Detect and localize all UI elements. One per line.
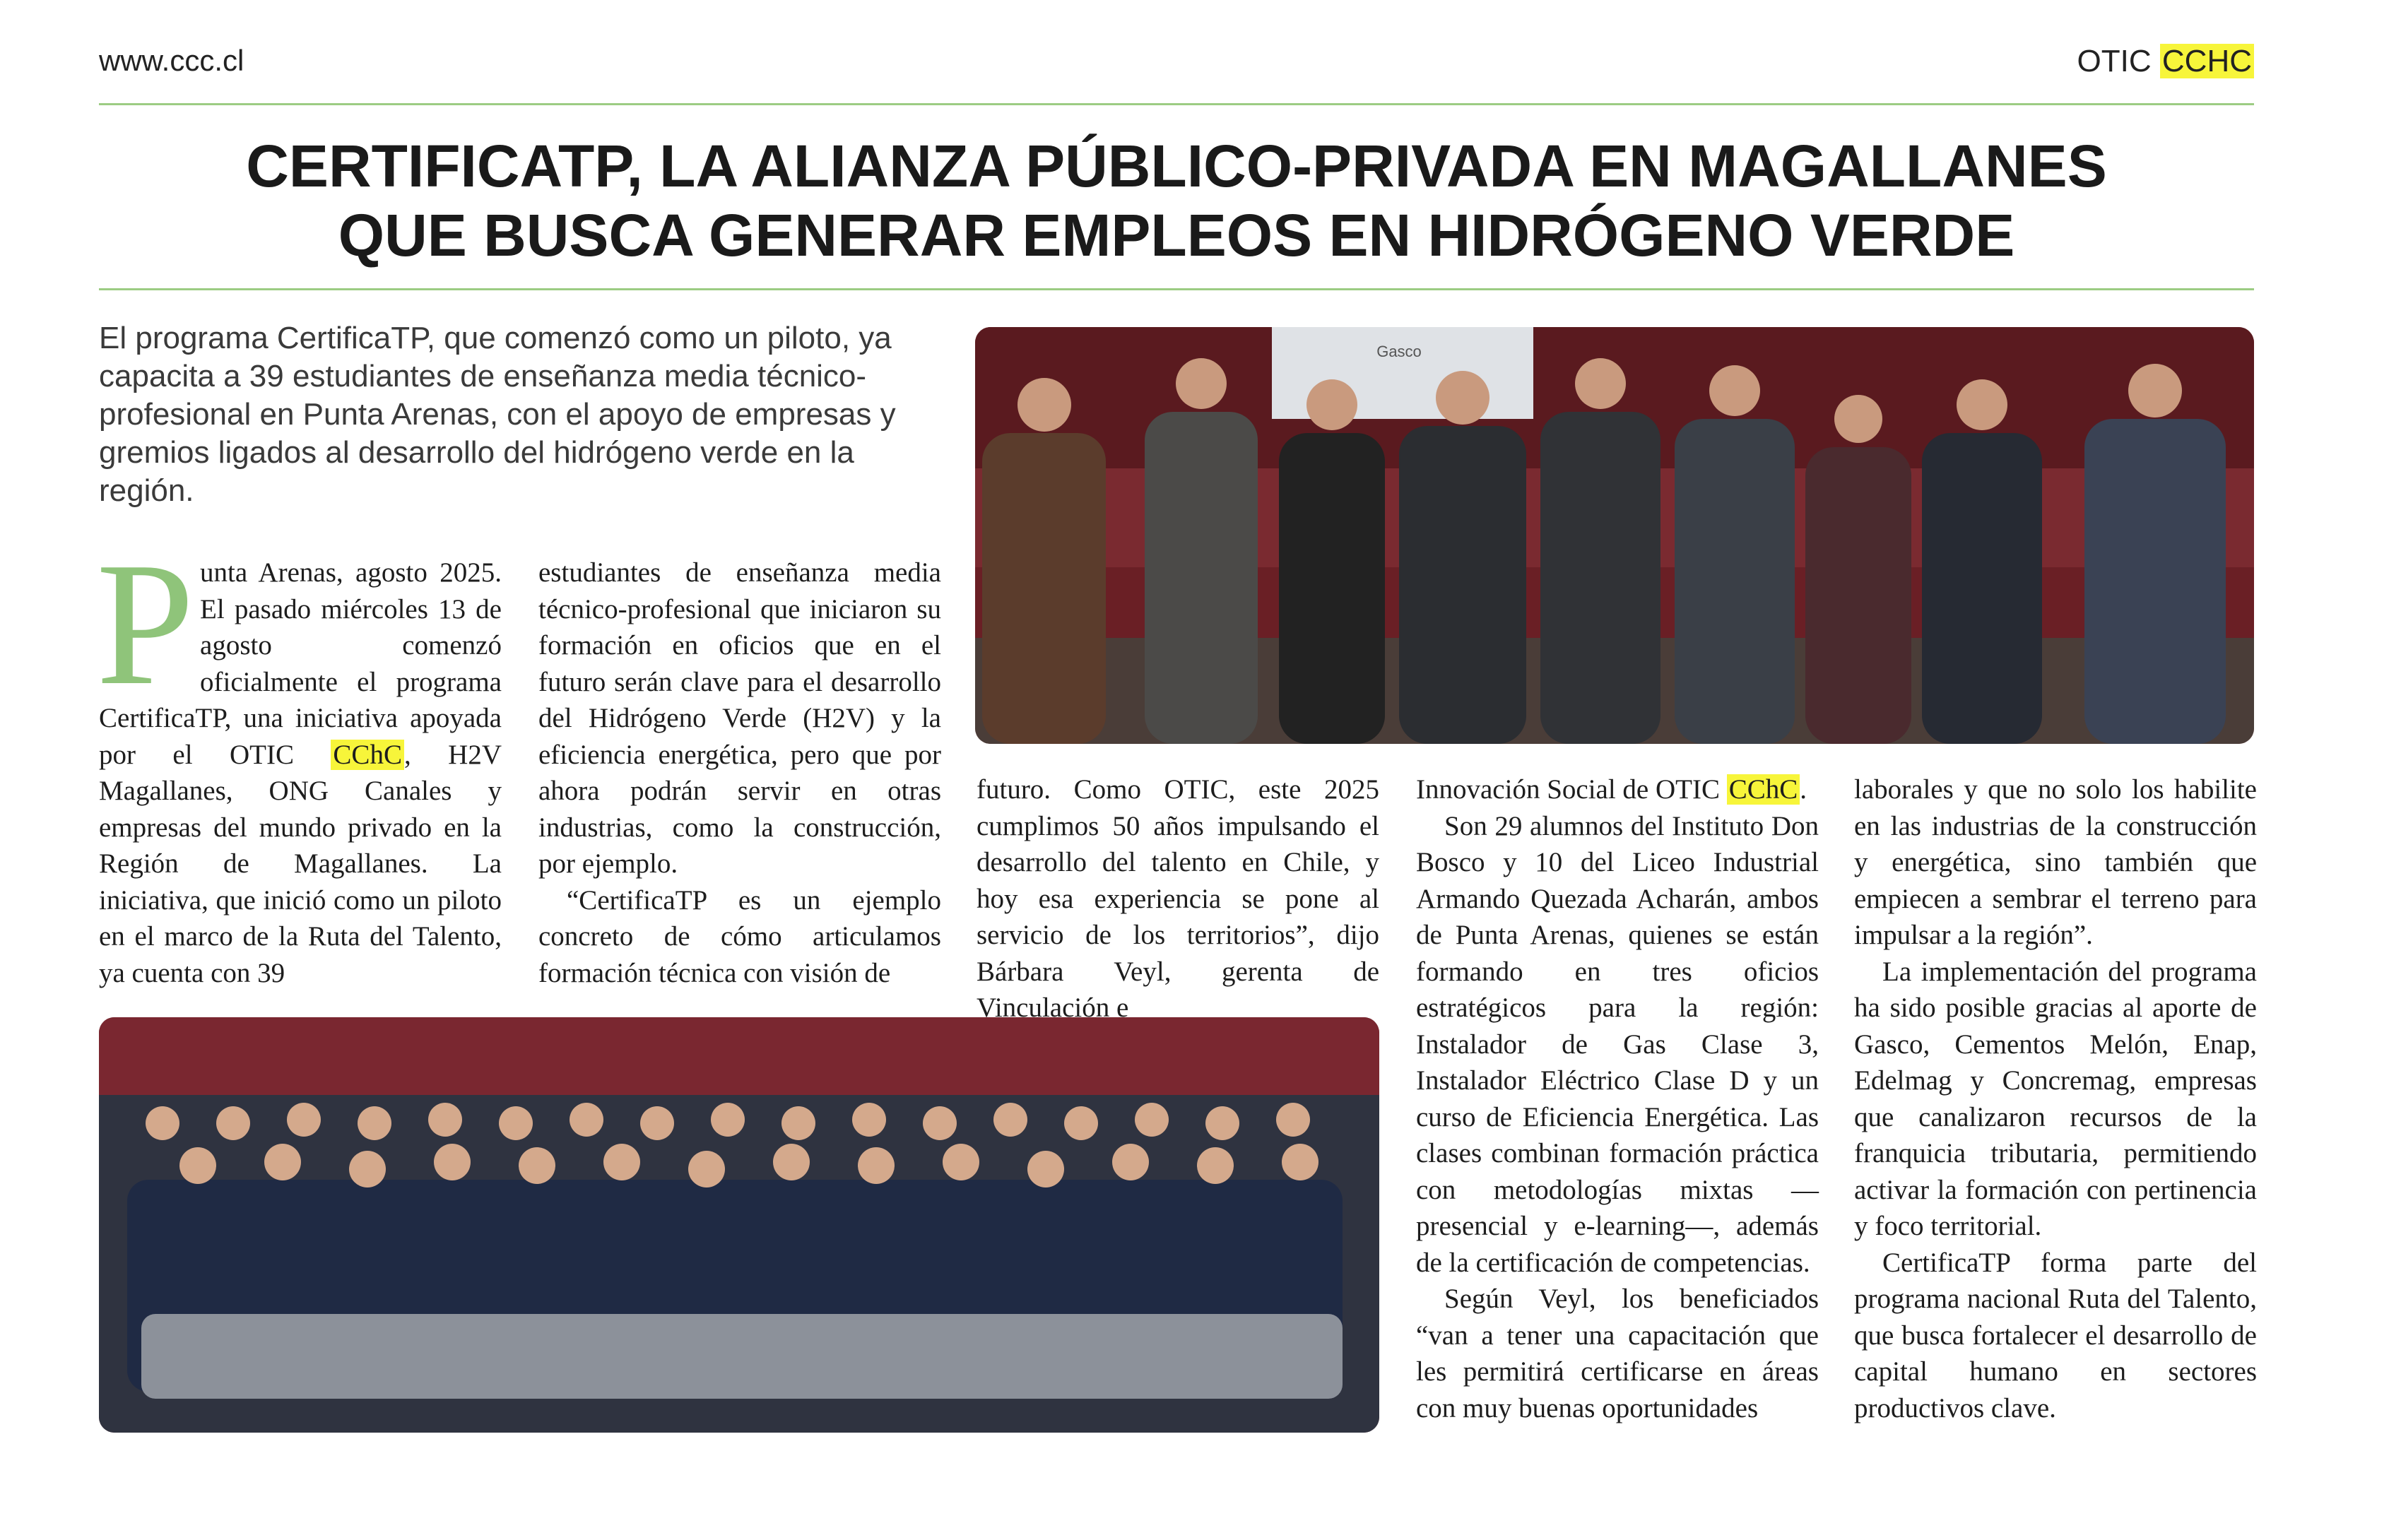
title-line-2: QUE BUSCA GENERAR EMPLEOS EN HIDRÓGENO VERDE	[338, 202, 2015, 268]
col1-text-b: , H2V Magallanes, ONG Canales y empresas del mundo privado en la Región de Magallanes. La iniciativa, que inició como un piloto en el marco de la Ruta del Talento, ya cuenta con 39	[99, 739, 502, 988]
body-column-3	[977, 771, 1379, 1026]
col4-paragraph-3: Según Veyl, los beneficiados “van a tener una capacitación que les permitirá certificarse en áreas con muy buenas oportunidades	[1416, 1284, 1819, 1423]
article-title	[99, 131, 2254, 270]
group-photo-top	[975, 327, 2254, 744]
article-lead: El programa CertificaTP, que comenzó como un piloto, ya capacita a 39 estudiantes de enseñanza media técnico-profesional en Punta Arenas, con el apoyo de empresas y gremios ligados al desarrollo del hidrógeno verde en la región.	[99, 321, 896, 508]
col4-paragraph-2: Son 29 alumnos del Instituto Don Bosco y 10 del Liceo Industrial Armando Quezada Acharán, ambos de Punta Arenas, quienes se están formando en tres oficios estratégicos para la región: Instalador de Gas Clase 3, Instalador Eléctrico Clase D y un curso de Eficiencia Energética. Las clases combinan formación práctica con metodologías mixtas —presencial y e-learning—, además de la certificación de competencias.	[1416, 810, 1819, 1278]
site-url: www.ccc.cl	[99, 44, 244, 77]
cchc-highlight: CChC	[331, 740, 404, 770]
col4-text-b: .	[1800, 774, 1807, 805]
col5-paragraph-2: La implementación del programa ha sido posible gracias al aporte de Gasco, Cementos Melón, Enap, Edelmag y Concremag, empresas que canalizaron recursos de la franquicia tributaria, permitiendo activar la formación con pertinencia y foco territorial.	[1854, 956, 2257, 1241]
title-rule	[99, 288, 2254, 290]
drop-cap: P	[96, 526, 195, 722]
cchc-highlight-2: CChC	[1727, 774, 1800, 805]
col2-paragraph-1: estudiantes de enseñanza media técnico-profesional que iniciaron su formación en oficios que en el futuro serán clave para el desarrollo del Hidrógeno Verde (H2V) y la eficiencia energética, pero que por ahora podrán servir en otras industrias, como la construcción, por ejemplo.	[538, 557, 941, 879]
body-column-2	[538, 555, 941, 991]
header-rule	[99, 103, 2254, 105]
col1-text-a: unta Arenas, agosto 2025. El pasado miércoles 13 de agosto comenzó oficialmente el programa CertificaTP, una iniciativa apoyada por el OTIC	[99, 557, 502, 770]
brand-prefix: OTIC	[2077, 44, 2152, 78]
brand-highlight: CCHC	[2160, 44, 2254, 78]
body-column-5	[1854, 771, 2257, 1426]
screen-logo-text: Gasco	[1376, 343, 1422, 360]
group-photo-students	[99, 1017, 1379, 1433]
col3-paragraph-1: futuro. Como OTIC, este 2025 cumplimos 50 años impulsando el desarrollo del talento en Chile, y hoy esa experiencia se pone al servicio de los territorios”, dijo Bárbara Veyl, gerenta de Vinculación e	[977, 774, 1379, 1023]
brand-logo	[2077, 44, 2254, 79]
col5-paragraph-3: CertificaTP forma parte del programa nacional Ruta del Talento, que busca fortalecer el desarrollo de capital humano en sectores productivos clave.	[1854, 1247, 2257, 1423]
col2-paragraph-2: “CertificaTP es un ejemplo concreto de cómo articulamos formación técnica con visión de	[538, 884, 941, 988]
col5-paragraph-1: laborales y que no solo los habilite en las industrias de la construcción y energética, sino también que empiecen a sembrar el terreno para impulsar a la región”.	[1854, 774, 2257, 950]
title-line-1: CERTIFICATP, LA ALIANZA PÚBLICO-PRIVADA EN MAGALLANES	[246, 133, 2107, 199]
body-column-4	[1416, 771, 1819, 1426]
col4-text-a: Innovación Social de OTIC	[1416, 774, 1727, 805]
body-column-1	[96, 526, 502, 991]
